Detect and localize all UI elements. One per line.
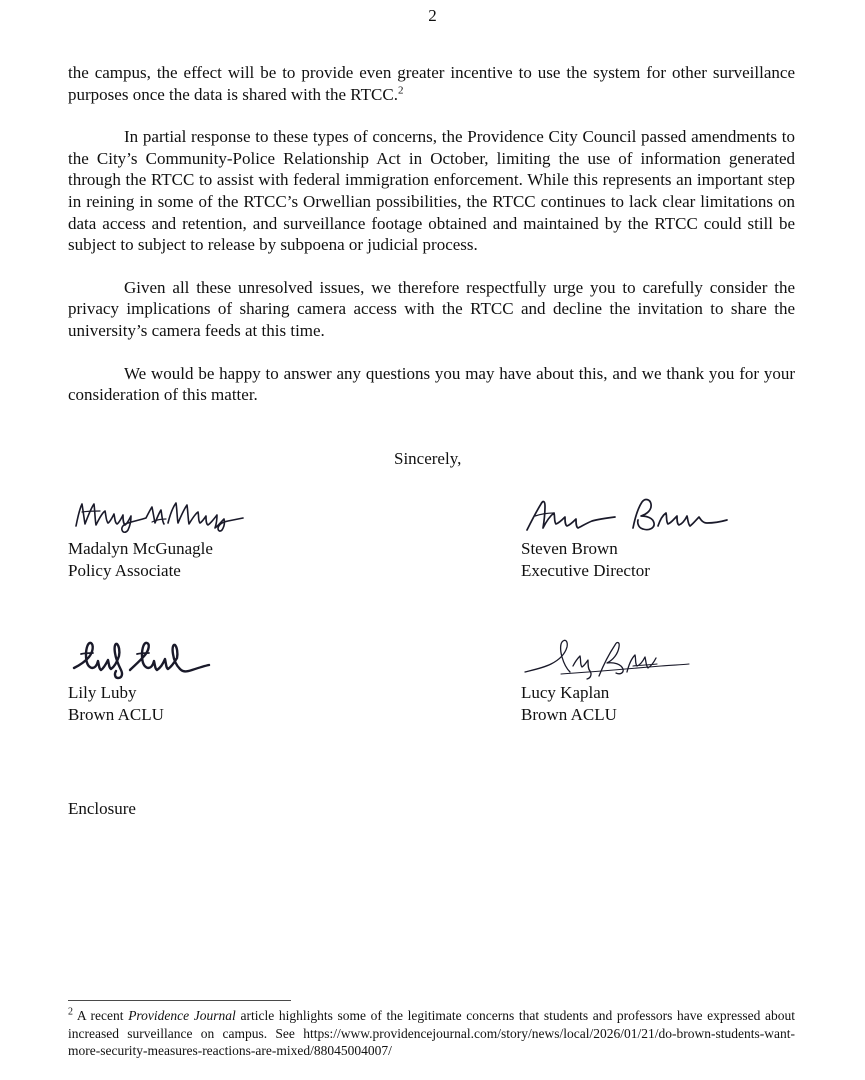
footnote-2 (68, 1007, 795, 1060)
enclosure-label: Enclosure (68, 799, 136, 818)
signatory-title: Brown ACLU (68, 704, 164, 724)
page-number: 2 (428, 6, 437, 25)
footnote-section (68, 1000, 795, 1060)
footnote-text-before: A recent (73, 1008, 129, 1023)
signatory-title: Executive Director (521, 560, 650, 580)
closing-salutation: Sincerely, (394, 449, 462, 468)
paragraph-city-council: In partial response to these types of concerns, the Providence City Council passed amendments to the City’s Community-Police Relationship Act in October, limiting the use of information generated through the RTCC to assist with federal immigration enforcement. While this represents an important step in reining in some of the RTCC’s Orwellian possibilities, the RTCC continues to lack clear limitations on data access and retention, and surveillance footage obtained and maintained by the RTCC could still be subject to subject to release by subpoena or judicial process. (68, 127, 795, 255)
footnote-url[interactable]: https://www.providencejournal.com/story/news/local/2026/01/21/do-brown-students-want-more-security-measures-reactions-are-mixed/88045004007/ (68, 1025, 795, 1058)
footnote-number: 2 (68, 1006, 73, 1018)
footnote-reference-marker: 2 (397, 83, 404, 96)
footnote-separator-rule (68, 1000, 291, 1001)
signatory-title: Policy Associate (68, 560, 181, 580)
signature-block-madalyn-mcgunagle (68, 492, 268, 581)
signature-block-steven-brown (521, 492, 736, 581)
signatory-name: Steven Brown (521, 539, 618, 558)
signatory-name: Lily Luby (68, 683, 137, 702)
handwritten-signature-steven-brown-icon (521, 492, 736, 538)
handwritten-signature-madalyn-mcgunagle-icon (68, 492, 268, 538)
footnote-publication-title: Providence Journal (128, 1008, 236, 1023)
paragraph-urge: Given all these unresolved issues, we therefore respectfully urge you to carefully consider the privacy implications of sharing camera access with the RTCC and decline the invitation to share the university’s camera feeds at this time. (68, 277, 795, 340)
footnote-text-after: article highlights some of the legitimate concerns that students and professors have expressed about increased surveillance on campus. See (68, 1008, 796, 1041)
signature-block-lily-luby (68, 636, 228, 725)
signatory-title: Brown ACLU (521, 704, 617, 724)
letter-body (68, 62, 795, 406)
paragraph-continued (68, 62, 795, 105)
paragraph-questions: We would be happy to answer any questions you may have about this, and we thank you for your consideration of this matter. (68, 363, 795, 405)
signatory-name: Lucy Kaplan (521, 683, 610, 702)
signature-block-lucy-kaplan (521, 636, 696, 725)
handwritten-signature-lily-luby-icon (68, 636, 228, 682)
handwritten-signature-lucy-kaplan-icon (521, 636, 696, 682)
paragraph-continued-text: the campus, the effect will be to provide even greater incentive to use the system for other surveillance purposes once the data is shared with the RTCC. (68, 63, 795, 104)
signatory-name: Madalyn McGunagle (68, 539, 213, 558)
